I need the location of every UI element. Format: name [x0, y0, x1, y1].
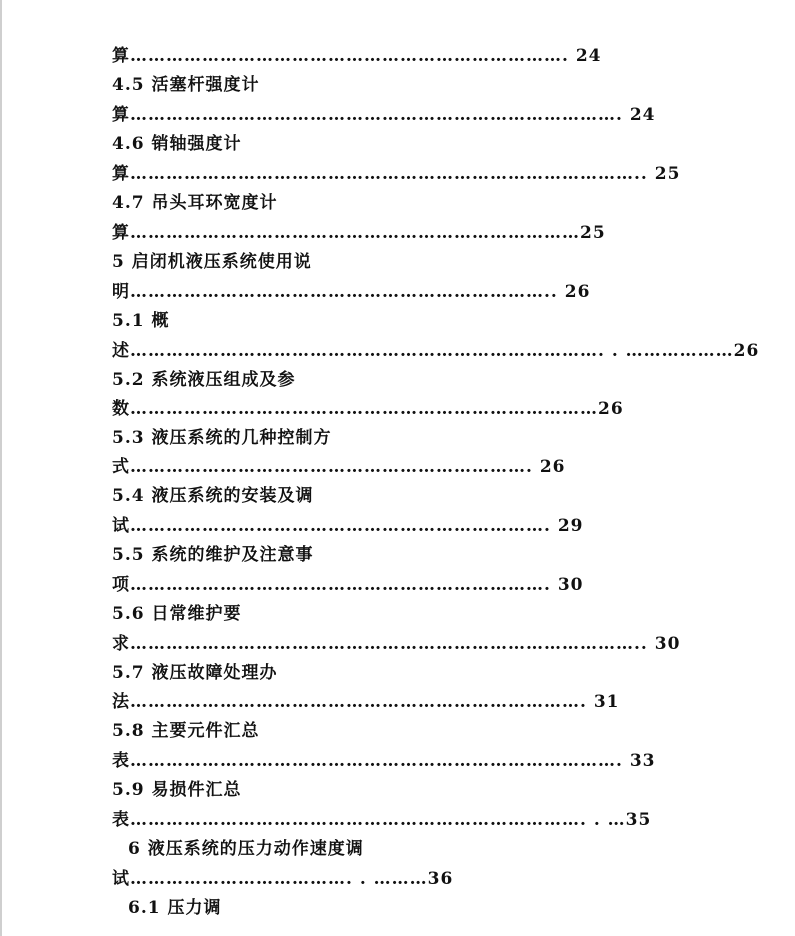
toc-entry-line: 明…………………………………………………………….. 26 — [112, 282, 591, 302]
toc-heading-line: 4.5 活塞杆强度计 — [112, 75, 260, 95]
toc-heading-line: 6 液压系统的压力动作速度调 — [128, 839, 364, 859]
toc-heading-line: 5.5 系统的维护及注意事 — [112, 545, 314, 565]
toc-heading-line: 5.9 易损件汇总 — [112, 780, 242, 800]
toc-heading-line: 5.7 液压故障处理办 — [112, 663, 278, 683]
toc-heading-line: 5.1 概 — [112, 311, 170, 331]
toc-entry-line: 式…………………………………………………………. 26 — [112, 457, 566, 477]
toc-entry-line: 算………………………………………………………………. 24 — [112, 46, 602, 66]
toc-heading-line: 6.1 压力调 — [128, 898, 222, 918]
toc-heading-line: 5.6 日常维护要 — [112, 604, 242, 624]
toc-entry-line: 数……………………………………………………………………26 — [112, 399, 624, 419]
toc-entry-line: 算…………………………………………………………………25 — [112, 223, 606, 243]
toc-entry-line: 表………………………………………………………………………. 33 — [112, 751, 656, 771]
toc-entry-line: 试……………………………………………………………. 29 — [112, 516, 584, 536]
toc-entry-line: 算………………………………………………………………………. 24 — [112, 105, 656, 125]
toc-entry-line: 求………………………………………………………………………….. 30 — [112, 634, 681, 654]
toc-entry-line: 算………………………………………………………………………….. 25 — [112, 164, 681, 184]
toc-entry-line: 表…………………………………………………………………. . …35 — [112, 810, 652, 830]
toc-heading-line: 4.6 销轴强度计 — [112, 134, 242, 154]
toc-entry-line: 试………………………………. . ………36 — [112, 869, 454, 889]
toc-heading-line: 5 启闭机液压系统使用说 — [112, 252, 312, 272]
toc-heading-line: 4.7 吊头耳环宽度计 — [112, 193, 278, 213]
toc-entry-line: 述……………………………………………………………………. . ………………26 — [112, 341, 760, 361]
toc-heading-line: 5.3 液压系统的几种控制方 — [112, 428, 332, 448]
toc-entry-line: 项……………………………………………………………. 30 — [112, 575, 584, 595]
toc-heading-line: 5.4 液压系统的安装及调 — [112, 486, 314, 506]
toc-entry-line: 法…………………………………………………………………. 31 — [112, 692, 620, 712]
toc-heading-line: 5.2 系统液压组成及参 — [112, 370, 296, 390]
toc-heading-line: 5.8 主要元件汇总 — [112, 721, 260, 741]
